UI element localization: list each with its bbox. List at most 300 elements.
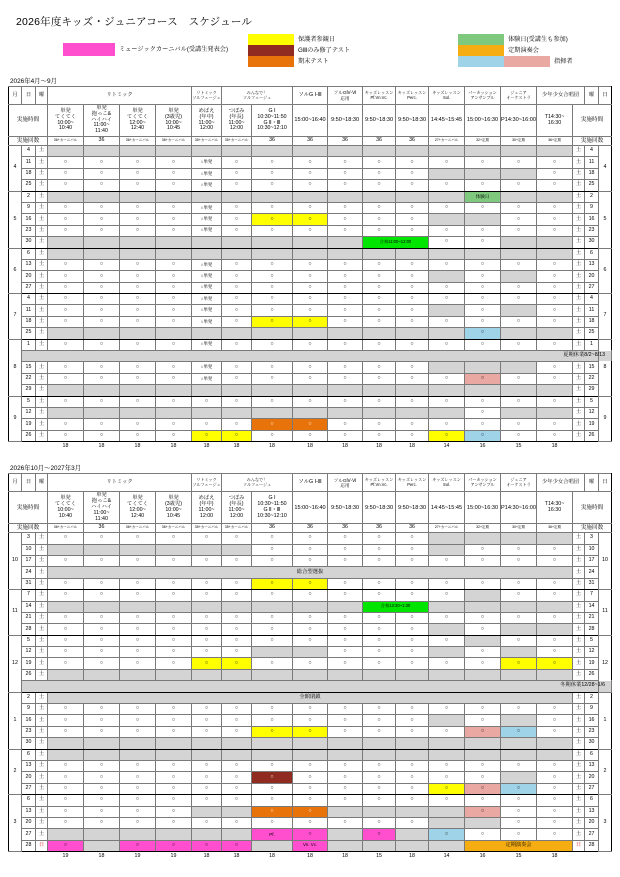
mark-cell: ○ bbox=[84, 635, 120, 646]
mark-cell: ○ bbox=[293, 772, 328, 783]
weekday-left: 土 bbox=[36, 715, 48, 726]
mark-cell: ○ bbox=[252, 180, 293, 191]
day-number-left: 12 bbox=[22, 647, 36, 658]
mark-cell: ○ bbox=[537, 225, 573, 236]
time-cell-3: 単発 (3歳児) 10:00~ 10:45 bbox=[156, 105, 192, 137]
time-cell-8: 9:50~18:30 bbox=[328, 105, 363, 137]
mark-cell: ○ bbox=[156, 704, 192, 715]
mark-cell: ○ bbox=[363, 624, 396, 635]
corner-header-weekday: 曜 bbox=[36, 87, 48, 105]
total-count-2: 19 bbox=[134, 852, 141, 859]
mark-cell: ○ bbox=[120, 726, 156, 737]
count-cell-3: 36+カーニバル bbox=[156, 524, 192, 533]
mark-cell: ○ bbox=[396, 704, 429, 715]
empty-cell bbox=[222, 328, 252, 339]
empty-cell bbox=[328, 829, 363, 840]
mark-cell: ○ bbox=[396, 225, 429, 236]
day-number-right: 12 bbox=[585, 647, 599, 658]
mark-cell: ○ bbox=[192, 555, 222, 566]
weekday-left: 土 bbox=[36, 669, 48, 680]
weekday-left: 土 bbox=[36, 225, 48, 236]
weekday-left: 日 bbox=[36, 840, 48, 851]
day-number-right: 24 bbox=[585, 567, 599, 578]
empty-cell bbox=[429, 248, 465, 259]
weekday-left: 土 bbox=[36, 407, 48, 418]
mark-cell: ○ bbox=[537, 305, 573, 316]
mark-cell: ○ bbox=[465, 612, 501, 623]
mark-cell: ○ bbox=[328, 544, 363, 555]
mark-cell: ○ bbox=[328, 214, 363, 225]
total-count-9: 15 bbox=[376, 852, 382, 859]
time-cell-9: 9:50~18:30 bbox=[363, 492, 396, 524]
mark-cell: ○ bbox=[396, 168, 429, 179]
mark-cell: ○ bbox=[156, 316, 192, 327]
weekday-left: 土 bbox=[36, 373, 48, 384]
mark-cell: ○ bbox=[363, 157, 396, 168]
mark-cell: ○ bbox=[222, 180, 252, 191]
weekday-right: 土 bbox=[573, 647, 585, 658]
weekday-left: 土 bbox=[36, 259, 48, 270]
day-number-left: 4 bbox=[22, 294, 36, 305]
empty-cell bbox=[501, 624, 537, 635]
mark-cell-parent-visit: ○ bbox=[222, 658, 252, 669]
empty-cell bbox=[501, 647, 537, 658]
mark-cell: ○ bbox=[156, 259, 192, 270]
empty-cell bbox=[429, 328, 465, 339]
mark-cell-conductor: ○ bbox=[501, 726, 537, 737]
mark-cell: ○ bbox=[84, 271, 120, 282]
mark-cell: ○ bbox=[501, 202, 537, 213]
total-count-12: 16 bbox=[479, 442, 486, 449]
day-number-left: 15 bbox=[22, 362, 36, 373]
legend-label-g3-test: GⅢのみ修了テスト bbox=[298, 47, 351, 54]
carnival-vnvc-cell: Vn. Vc. bbox=[293, 840, 328, 851]
time-cell-5: つぼみ (年長) 11:00~ 12:00 bbox=[222, 105, 252, 137]
weekday-left: 土 bbox=[36, 783, 48, 794]
weekday-left: 土 bbox=[36, 339, 48, 350]
mark-cell-carnival: ○ bbox=[120, 840, 156, 851]
empty-cell bbox=[48, 146, 84, 157]
weekday-right: 土 bbox=[573, 305, 585, 316]
weekday-right: 土 bbox=[573, 237, 585, 248]
mark-cell: ○ bbox=[465, 282, 501, 293]
mark-cell: ○ bbox=[429, 282, 465, 293]
empty-cell bbox=[222, 601, 252, 612]
carnival-pf-cell: Pf. bbox=[252, 829, 293, 840]
total-count-1: 18 bbox=[98, 442, 105, 449]
mark-cell: ○ bbox=[222, 396, 252, 407]
mark-cell: ○ bbox=[328, 772, 363, 783]
mark-cell: ○ bbox=[363, 795, 396, 806]
mark-cell: ○ bbox=[293, 225, 328, 236]
weekday-left: 土 bbox=[36, 795, 48, 806]
empty-cell bbox=[84, 738, 120, 749]
mark-cell-tanpatsu: ○単発 bbox=[192, 157, 222, 168]
day-number-right: 21 bbox=[585, 612, 599, 623]
empty-cell bbox=[396, 385, 429, 396]
empty-cell bbox=[120, 385, 156, 396]
column-group-header-1: リトミック ソルフェージュ bbox=[192, 87, 222, 105]
mark-cell-final-test: ○ bbox=[293, 419, 328, 430]
empty-cell bbox=[429, 168, 465, 179]
mark-cell: ○ bbox=[84, 658, 120, 669]
column-group-header-8: パーカッション アンサンブル bbox=[465, 474, 501, 492]
weekday-right: 土 bbox=[573, 669, 585, 680]
mark-cell: ○ bbox=[156, 157, 192, 168]
day-number-left: 30 bbox=[22, 738, 36, 749]
mark-cell: ○ bbox=[537, 362, 573, 373]
time-cell-11: 14:45~15:45 bbox=[429, 105, 465, 137]
day-number-left: 25 bbox=[22, 180, 36, 191]
mark-cell: ○ bbox=[537, 339, 573, 350]
mark-cell: ○ bbox=[156, 373, 192, 384]
mark-cell: ○ bbox=[328, 795, 363, 806]
month-label-left: 4 bbox=[9, 146, 22, 192]
mark-cell-conductor: ○ bbox=[465, 726, 501, 737]
month-label-right: 2 bbox=[599, 749, 612, 795]
empty-cell bbox=[84, 669, 120, 680]
empty-cell bbox=[192, 385, 222, 396]
mark-cell: ○ bbox=[222, 305, 252, 316]
mark-cell: ○ bbox=[328, 157, 363, 168]
mark-cell: ○ bbox=[363, 168, 396, 179]
mark-cell: ○ bbox=[501, 259, 537, 270]
empty-cell bbox=[222, 544, 252, 555]
mark-cell: ○ bbox=[120, 760, 156, 771]
column-group-header-7: キッズレッスン Sol. bbox=[429, 87, 465, 105]
schedule-table-second-half bbox=[8, 473, 612, 861]
day-number-left: 6 bbox=[22, 795, 36, 806]
mark-cell: ○ bbox=[501, 704, 537, 715]
empty-cell bbox=[465, 669, 501, 680]
day-number-left: 18 bbox=[22, 316, 36, 327]
day-number-right: 22 bbox=[585, 373, 599, 384]
mark-cell-parent-visit: ○ bbox=[293, 578, 328, 589]
day-number-left: 4 bbox=[22, 146, 36, 157]
mark-cell: ○ bbox=[293, 544, 328, 555]
mark-cell: ○ bbox=[252, 168, 293, 179]
month-label-right: 5 bbox=[599, 191, 612, 248]
mark-cell: ○ bbox=[501, 396, 537, 407]
mark-cell: ○ bbox=[396, 362, 429, 373]
total-count-10: 18 bbox=[409, 852, 415, 859]
mark-cell: ○ bbox=[328, 578, 363, 589]
empty-cell bbox=[396, 248, 429, 259]
mark-cell: ○ bbox=[84, 806, 120, 817]
mark-cell: ○ bbox=[293, 294, 328, 305]
mark-cell: ○ bbox=[222, 294, 252, 305]
weekday-left: 土 bbox=[36, 726, 48, 737]
weekday-right: 土 bbox=[573, 191, 585, 202]
mark-cell: ○ bbox=[222, 259, 252, 270]
mark-cell: ○ bbox=[429, 373, 465, 384]
weekday-left: 土 bbox=[36, 704, 48, 715]
empty-cell bbox=[48, 749, 84, 760]
mark-cell: ○ bbox=[328, 419, 363, 430]
empty-cell bbox=[156, 669, 192, 680]
day-number-left: 20 bbox=[22, 772, 36, 783]
weekday-left: 土 bbox=[36, 635, 48, 646]
time-header-left: 実施時間 bbox=[9, 105, 48, 137]
weekday-left: 土 bbox=[36, 385, 48, 396]
mark-cell: ○ bbox=[328, 760, 363, 771]
time-cell-12: 15:00~16:30 bbox=[465, 105, 501, 137]
empty-cell bbox=[501, 669, 537, 680]
month-label-left: 3 bbox=[9, 795, 22, 852]
mark-cell: ○ bbox=[84, 339, 120, 350]
mark-cell: ○ bbox=[396, 339, 429, 350]
mark-cell: ○ bbox=[363, 316, 396, 327]
column-group-header-5: キッズレッスン Pf.Vn.Vc. bbox=[363, 87, 396, 105]
mark-cell: ○ bbox=[328, 430, 363, 441]
corner-header-month: 月 bbox=[9, 87, 22, 105]
time-cell-10: 9:50~18:30 bbox=[396, 492, 429, 524]
mark-cell: ○ bbox=[120, 305, 156, 316]
mark-cell: ○ bbox=[537, 282, 573, 293]
weekday-left: 土 bbox=[36, 760, 48, 771]
count-cell-9: 36 bbox=[363, 524, 396, 533]
mark-cell: ○ bbox=[84, 168, 120, 179]
time-cell-3: 単発 (3歳児) 10:00~ 10:45 bbox=[156, 492, 192, 524]
mark-cell: ○ bbox=[429, 704, 465, 715]
total-count-12: 16 bbox=[479, 852, 486, 859]
mark-cell: ○ bbox=[48, 362, 84, 373]
mark-cell: ○ bbox=[328, 362, 363, 373]
weekday-left: 土 bbox=[36, 567, 48, 578]
weekday-right: 土 bbox=[573, 168, 585, 179]
mark-cell: ○ bbox=[120, 647, 156, 658]
mark-cell: ○ bbox=[120, 419, 156, 430]
mark-cell: ○ bbox=[120, 578, 156, 589]
mark-cell: ○ bbox=[84, 373, 120, 384]
mark-cell: ○ bbox=[48, 373, 84, 384]
mark-cell: ○ bbox=[252, 157, 293, 168]
mark-cell: ○ bbox=[396, 419, 429, 430]
mark-cell: ○ bbox=[501, 225, 537, 236]
weekday-left: 土 bbox=[36, 430, 48, 441]
mark-cell: ○ bbox=[501, 806, 537, 817]
empty-cell bbox=[120, 601, 156, 612]
mark-cell: ○ bbox=[192, 578, 222, 589]
day-number-left: 13 bbox=[22, 806, 36, 817]
mark-cell: ○ bbox=[396, 157, 429, 168]
empty-cell bbox=[120, 829, 156, 840]
total-count-3: 19 bbox=[170, 852, 177, 859]
empty-cell bbox=[84, 385, 120, 396]
mark-cell: ○ bbox=[537, 635, 573, 646]
empty-cell bbox=[48, 829, 84, 840]
empty-cell bbox=[156, 738, 192, 749]
mark-cell: ○ bbox=[84, 715, 120, 726]
mark-cell: ○ bbox=[48, 168, 84, 179]
corner-header-day-right: 日 bbox=[599, 87, 612, 105]
mark-cell: ○ bbox=[222, 214, 252, 225]
mark-cell: ○ bbox=[84, 282, 120, 293]
column-group-header-2: みんなで！ ソルフェージュ bbox=[222, 474, 293, 492]
mark-cell: ○ bbox=[48, 647, 84, 658]
weekday-left: 土 bbox=[36, 806, 48, 817]
mark-cell: ○ bbox=[192, 533, 222, 544]
mark-cell: ○ bbox=[84, 624, 120, 635]
mark-cell: ○ bbox=[429, 157, 465, 168]
mark-cell: ○ bbox=[84, 316, 120, 327]
mark-cell: ○ bbox=[429, 795, 465, 806]
mark-cell: ○ bbox=[120, 168, 156, 179]
weekday-right: 土 bbox=[573, 783, 585, 794]
mark-cell-parent-visit: ○ bbox=[537, 658, 573, 669]
mark-cell: ○ bbox=[156, 726, 192, 737]
empty-cell bbox=[429, 305, 465, 316]
mark-cell: ○ bbox=[537, 783, 573, 794]
day-number-left: 5 bbox=[22, 396, 36, 407]
empty-cell bbox=[84, 829, 120, 840]
mark-cell: ○ bbox=[363, 783, 396, 794]
mark-cell: ○ bbox=[328, 647, 363, 658]
empty-cell bbox=[328, 385, 363, 396]
weekday-left: 土 bbox=[36, 578, 48, 589]
mark-cell-carnival: ○ bbox=[192, 840, 222, 851]
mark-cell: ○ bbox=[363, 282, 396, 293]
empty-cell bbox=[156, 407, 192, 418]
mark-cell: ○ bbox=[120, 362, 156, 373]
mark-cell-carnival: ○ bbox=[48, 840, 84, 851]
mark-cell: ○ bbox=[465, 829, 501, 840]
mark-cell: ○ bbox=[465, 316, 501, 327]
mark-cell: ○ bbox=[222, 316, 252, 327]
empty-cell bbox=[396, 806, 429, 817]
column-group-header-10: 少年少女合唱団 bbox=[537, 87, 585, 105]
mark-cell: ○ bbox=[120, 806, 156, 817]
mark-cell: ○ bbox=[120, 817, 156, 828]
weekday-right: 土 bbox=[573, 795, 585, 806]
mark-cell: ○ bbox=[84, 214, 120, 225]
mark-cell: ○ bbox=[120, 430, 156, 441]
count-cell-13: 30+定期 bbox=[501, 524, 537, 533]
empty-cell bbox=[156, 749, 192, 760]
mark-cell: ○ bbox=[293, 635, 328, 646]
mark-cell: ○ bbox=[48, 726, 84, 737]
empty-cell bbox=[293, 385, 328, 396]
mark-cell: ○ bbox=[501, 282, 537, 293]
day-number-right: 16 bbox=[585, 715, 599, 726]
mark-cell: ○ bbox=[48, 806, 84, 817]
day-number-right: 14 bbox=[585, 601, 599, 612]
day-number-right: 1 bbox=[585, 339, 599, 350]
mark-cell: ○ bbox=[84, 430, 120, 441]
day-number-left: 6 bbox=[22, 248, 36, 259]
weekday-left: 土 bbox=[36, 168, 48, 179]
weekday-right: 土 bbox=[573, 407, 585, 418]
total-count-8: 18 bbox=[342, 852, 348, 859]
mark-cell: ○ bbox=[192, 590, 222, 601]
weekday-left: 土 bbox=[36, 647, 48, 658]
mark-cell: ○ bbox=[120, 772, 156, 783]
weekday-left: 土 bbox=[36, 271, 48, 282]
day-number-left: 24 bbox=[22, 567, 36, 578]
weekday-right: 土 bbox=[573, 533, 585, 544]
weekday-right: 土 bbox=[573, 259, 585, 270]
mark-cell: ○ bbox=[465, 305, 501, 316]
day-number-left: 18 bbox=[22, 168, 36, 179]
mark-cell: ○ bbox=[328, 202, 363, 213]
count-cell-7: 36 bbox=[293, 137, 328, 146]
mark-cell: ○ bbox=[48, 419, 84, 430]
mark-cell: ○ bbox=[252, 544, 293, 555]
day-number-left: 27 bbox=[22, 829, 36, 840]
mark-cell: ○ bbox=[120, 658, 156, 669]
mark-cell: ○ bbox=[465, 544, 501, 555]
corner-header-month: 月 bbox=[9, 474, 22, 492]
mark-cell: ○ bbox=[429, 578, 465, 589]
mark-cell: ○ bbox=[501, 430, 537, 441]
mark-cell: ○ bbox=[363, 772, 396, 783]
day-number-left: 29 bbox=[22, 385, 36, 396]
mark-cell: ○ bbox=[293, 259, 328, 270]
mark-cell: ○ bbox=[120, 715, 156, 726]
mark-cell: ○ bbox=[84, 202, 120, 213]
time-cell-6: G Ⅰ 10:30~11:50 G Ⅱ・Ⅲ 10:30~12:10 bbox=[252, 105, 293, 137]
empty-cell bbox=[252, 647, 293, 658]
mark-cell: ○ bbox=[84, 259, 120, 270]
weekday-left: 土 bbox=[36, 180, 48, 191]
total-count-13: 15 bbox=[515, 442, 522, 449]
day-number-right: 27 bbox=[585, 282, 599, 293]
day-number-right: 19 bbox=[585, 419, 599, 430]
day-number-left: 19 bbox=[22, 419, 36, 430]
mark-cell: ○ bbox=[48, 817, 84, 828]
mark-cell: ○ bbox=[48, 533, 84, 544]
legend-swatch-concert bbox=[458, 45, 504, 56]
column-group-header-6: キッズレッスン Perc. bbox=[396, 87, 429, 105]
empty-cell bbox=[537, 533, 573, 544]
mark-cell-tanpatsu: ○単発 bbox=[192, 168, 222, 179]
day-number-right: 12 bbox=[585, 407, 599, 418]
mark-cell: ○ bbox=[537, 772, 573, 783]
time-cell-10: 9:50~18:30 bbox=[396, 105, 429, 137]
day-number-left: 5 bbox=[22, 635, 36, 646]
empty-cell bbox=[328, 806, 363, 817]
mark-cell: ○ bbox=[48, 282, 84, 293]
mark-cell: ○ bbox=[156, 168, 192, 179]
weekday-right: 土 bbox=[573, 316, 585, 327]
mark-cell: ○ bbox=[396, 214, 429, 225]
count-cell-8: 36 bbox=[328, 137, 363, 146]
empty-cell bbox=[293, 647, 328, 658]
mark-cell: ○ bbox=[328, 658, 363, 669]
weekday-right: 土 bbox=[573, 202, 585, 213]
mark-cell: ○ bbox=[222, 590, 252, 601]
mark-cell: ○ bbox=[501, 555, 537, 566]
empty-cell bbox=[501, 146, 537, 157]
empty-cell bbox=[328, 738, 363, 749]
mark-cell: ○ bbox=[252, 715, 293, 726]
day-number-left: 16 bbox=[22, 715, 36, 726]
day-number-right: 20 bbox=[585, 772, 599, 783]
mark-cell: ○ bbox=[429, 202, 465, 213]
mark-cell: ○ bbox=[501, 590, 537, 601]
mark-cell: ○ bbox=[48, 635, 84, 646]
mark-cell: ○ bbox=[222, 760, 252, 771]
empty-cell bbox=[252, 738, 293, 749]
mark-cell: ○ bbox=[293, 271, 328, 282]
empty-cell bbox=[293, 601, 328, 612]
empty-cell bbox=[120, 669, 156, 680]
mark-cell: ○ bbox=[501, 829, 537, 840]
weekday-right: 土 bbox=[573, 738, 585, 749]
mark-cell: ○ bbox=[48, 339, 84, 350]
empty-cell bbox=[48, 248, 84, 259]
weekday-right: 土 bbox=[573, 419, 585, 430]
